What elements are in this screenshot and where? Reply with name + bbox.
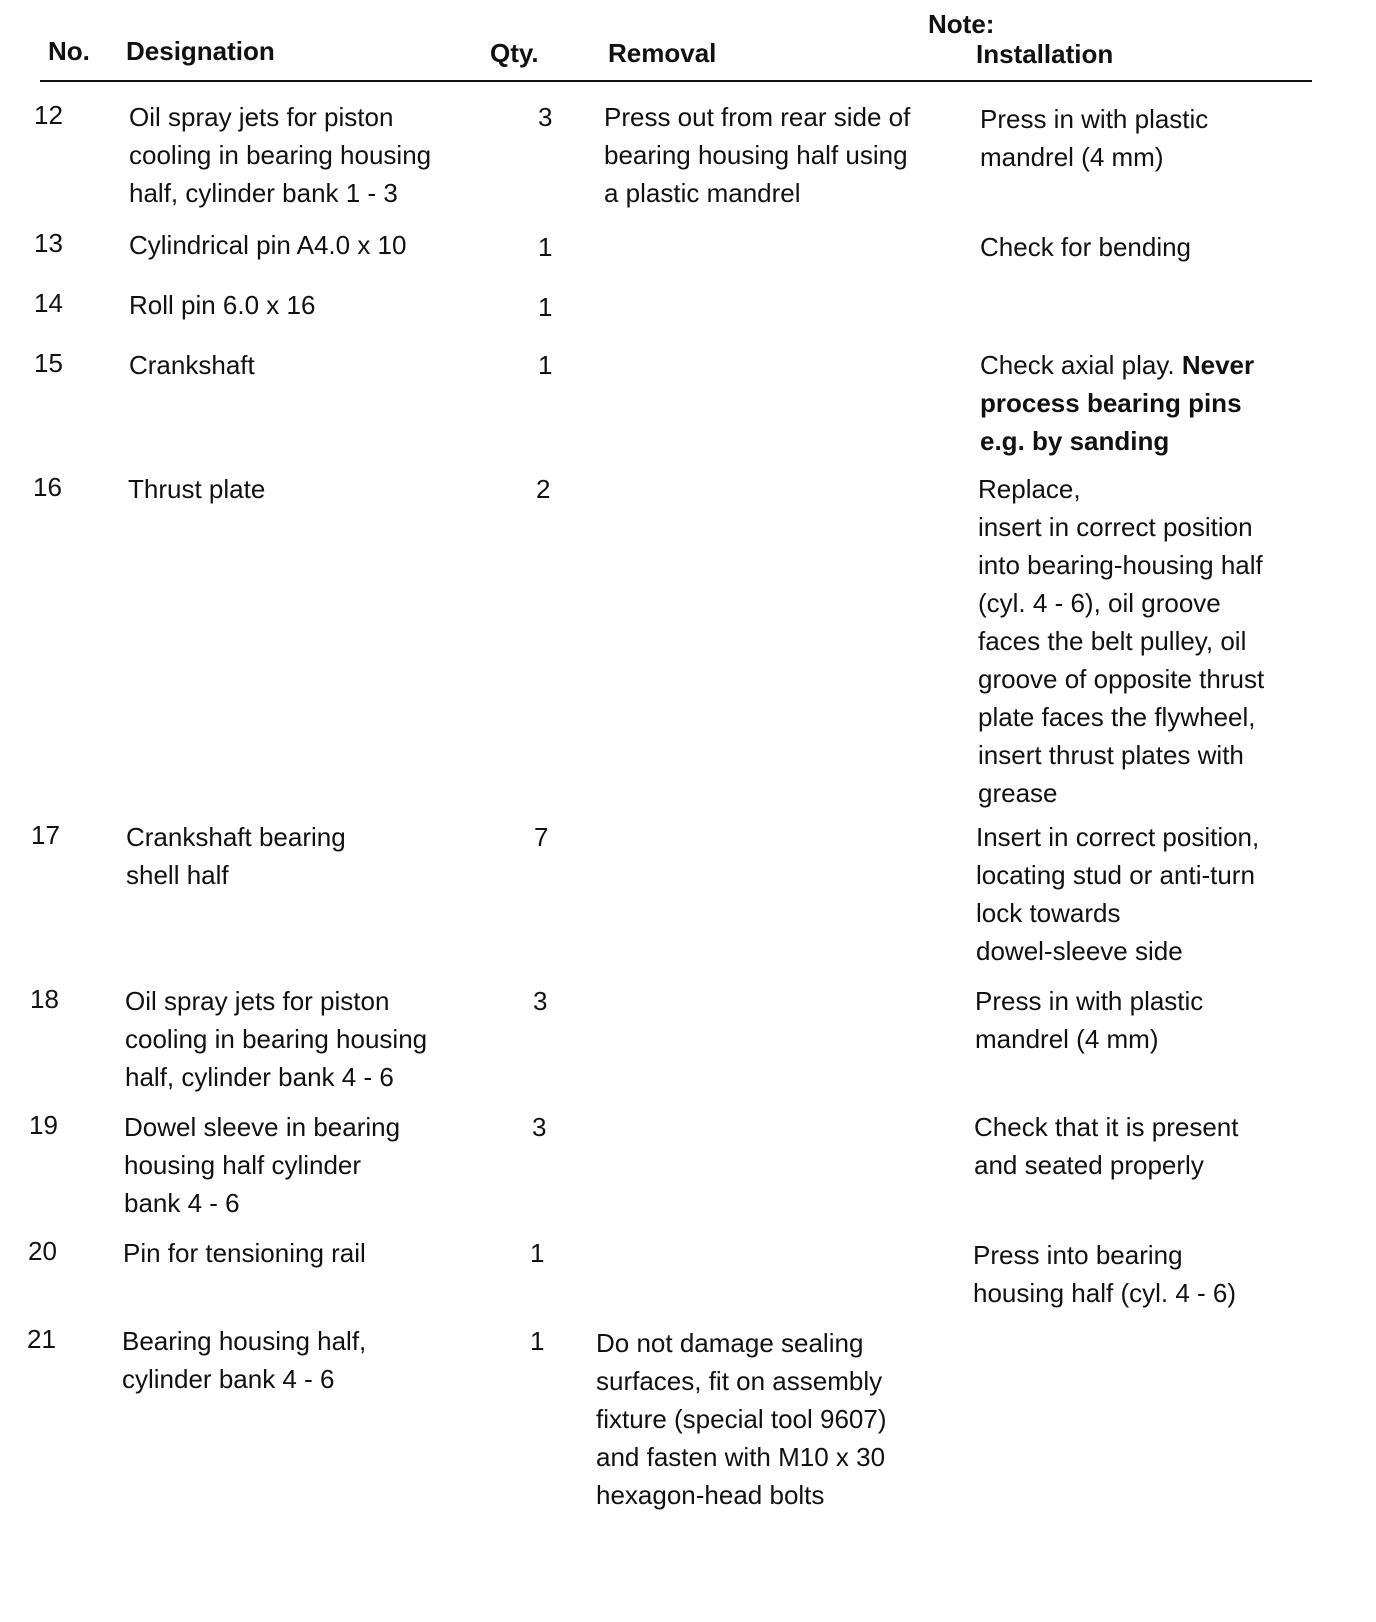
installation-warning: Never (1181, 350, 1255, 380)
installation-line: insert thrust plates with (978, 740, 1244, 770)
removal-line: and fasten with M10 x 30 (596, 1442, 886, 1472)
installation-line: faces the belt pulley, oil (978, 626, 1247, 656)
installation-line (980, 346, 1254, 384)
row-13-qty: 1 (538, 232, 553, 262)
header-note: Note: (928, 9, 995, 39)
installation-line: plate faces the flywheel, (978, 702, 1256, 732)
row-14-no: 14 (34, 288, 63, 318)
row-17-qty: 7 (534, 822, 549, 852)
row-12-qty: 3 (538, 102, 553, 132)
row-19-no: 19 (29, 1110, 58, 1140)
removal-line: Do not damage sealing (596, 1328, 864, 1358)
installation-line: Check for bending (980, 232, 1192, 262)
row-15-qty: 1 (538, 350, 553, 380)
designation-line: housing half cylinder (124, 1150, 362, 1180)
row-18-qty: 3 (533, 986, 548, 1016)
designation-line: half, cylinder bank 1 - 3 (129, 178, 398, 208)
removal-line: Press out from rear side of (604, 102, 911, 132)
header-divider (40, 80, 1312, 82)
row-15-installation (980, 346, 1254, 460)
installation-line: locating stud or anti-turn (976, 860, 1255, 890)
row-12-designation (129, 98, 431, 212)
removal-line: hexagon-head bolts (596, 1480, 825, 1510)
row-16-installation (978, 470, 1264, 812)
installation-line: into bearing-housing half (978, 550, 1263, 580)
designation-line: Oil spray jets for piston (129, 102, 394, 132)
designation-line: Pin for tensioning rail (123, 1238, 366, 1268)
installation-warning: e.g. by sanding (980, 426, 1170, 456)
installation-line: Press in with plastic (980, 104, 1209, 134)
row-15-no: 15 (34, 348, 63, 378)
row-17-designation (126, 818, 346, 894)
removal-line: surfaces, fit on assembly (596, 1366, 883, 1396)
row-17-no: 17 (31, 820, 60, 850)
row-21-removal (596, 1324, 886, 1514)
header-installation: Installation (976, 39, 1114, 69)
designation-line: Roll pin 6.0 x 16 (129, 290, 316, 320)
designation-line: Cylindrical pin A4.0 x 10 (129, 230, 407, 260)
installation-line: dowel-sleeve side (976, 936, 1183, 966)
row-18-installation (975, 982, 1203, 1058)
header-qty: Qty. (490, 38, 539, 68)
row-12-no: 12 (34, 100, 63, 130)
designation-line: Thrust plate (128, 474, 266, 504)
row-12-installation (980, 100, 1208, 176)
removal-line: a plastic mandrel (604, 178, 801, 208)
designation-line: Bearing housing half, (122, 1326, 367, 1356)
row-21-qty: 1 (530, 1326, 545, 1356)
installation-line: housing half (cyl. 4 - 6) (973, 1278, 1237, 1308)
row-15-designation (129, 346, 255, 384)
installation-line: lock towards (976, 898, 1121, 928)
row-19-qty: 3 (532, 1112, 547, 1142)
designation-line: cylinder bank 4 - 6 (122, 1364, 335, 1394)
designation-line: shell half (126, 860, 229, 890)
row-13-installation (980, 228, 1191, 266)
row-18-no: 18 (30, 984, 59, 1014)
designation-line: Crankshaft (129, 350, 255, 380)
designation-line: half, cylinder bank 4 - 6 (125, 1062, 394, 1092)
installation-line: Press into bearing (973, 1240, 1183, 1270)
installation-line: Press in with plastic (975, 986, 1204, 1016)
row-16-qty: 2 (536, 474, 551, 504)
row-13-no: 13 (34, 228, 63, 258)
installation-line: groove of opposite thrust (978, 664, 1265, 694)
designation-line: cooling in bearing housing (125, 1024, 428, 1054)
row-20-qty: 1 (530, 1238, 545, 1268)
installation-line: (cyl. 4 - 6), oil groove (978, 588, 1221, 618)
installation-warning: process bearing pins (980, 388, 1242, 418)
row-13-designation (129, 226, 406, 264)
installation-line: mandrel (4 mm) (980, 142, 1164, 172)
installation-line: Replace, (978, 474, 1081, 504)
installation-plain-text: Check axial play. (980, 350, 1182, 380)
designation-line: bank 4 - 6 (124, 1188, 240, 1218)
installation-line: grease (978, 778, 1058, 808)
removal-line: fixture (special tool 9607) (596, 1404, 887, 1434)
installation-line: Insert in correct position, (976, 822, 1260, 852)
row-20-installation (973, 1236, 1236, 1312)
row-20-designation (123, 1234, 366, 1272)
row-12-removal (604, 98, 910, 212)
installation-line: mandrel (4 mm) (975, 1024, 1159, 1054)
removal-line: bearing housing half using (604, 140, 908, 170)
installation-line: insert in correct position (978, 512, 1253, 542)
designation-line: Dowel sleeve in bearing (124, 1112, 401, 1142)
row-16-no: 16 (33, 472, 62, 502)
designation-line: Oil spray jets for piston (125, 986, 390, 1016)
row-18-designation (125, 982, 427, 1096)
installation-line: and seated properly (974, 1150, 1204, 1180)
designation-line: cooling in bearing housing (129, 140, 432, 170)
installation-line: Check that it is present (974, 1112, 1239, 1142)
header-removal: Removal (608, 38, 717, 68)
row-14-designation (129, 286, 315, 324)
row-21-no: 21 (27, 1324, 56, 1354)
row-16-designation (128, 470, 265, 508)
header-designation: Designation (126, 36, 275, 66)
designation-line: Crankshaft bearing (126, 822, 346, 852)
row-19-designation (124, 1108, 400, 1222)
row-19-installation (974, 1108, 1238, 1184)
row-17-installation (976, 818, 1259, 970)
row-20-no: 20 (28, 1236, 57, 1266)
row-21-designation (122, 1322, 366, 1398)
header-no: No. (48, 36, 90, 66)
row-14-qty: 1 (538, 292, 553, 322)
